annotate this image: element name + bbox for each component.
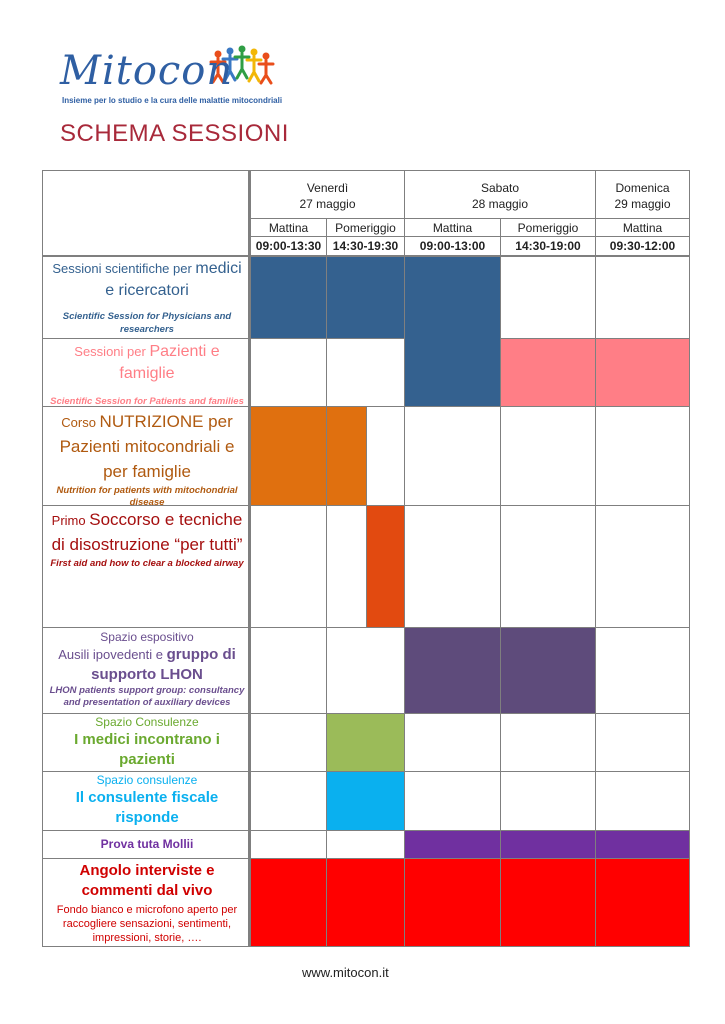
session-label-interviews: Angolo interviste e commenti dal vivo Fondo bianco e microfono aperto per raccogliere sensazioni, sentimenti, impressioni, storie, …. [56, 862, 238, 944]
slot-label: Mattina [432, 221, 473, 235]
day-header-sunday: Domenica 29 maggio [614, 181, 671, 211]
session-label-nutrition: Corso NUTRIZIONE per Pazienti mitocondriali e per famiglie Nutrition for patients with mitochondrial disease [56, 412, 238, 508]
block-nutrition-friday [251, 407, 366, 505]
slot-label: Mattina [622, 221, 663, 235]
block-mollii-saturday-sunday [405, 831, 689, 858]
page-title: SCHEMA SESSIONI [60, 120, 289, 147]
block-interviews-all-days [251, 859, 689, 946]
footer-url[interactable]: www.mitocon.it [302, 965, 389, 980]
slot-label: Pomeriggio [335, 221, 396, 235]
session-label-lhon: Spazio espositivo Ausili ipovedenti e gruppo di supporto LHON LHON patients support group: consultancy and presentation of auxiliary devices [49, 630, 245, 708]
block-doctors-meet-friday [327, 714, 405, 772]
slot-time: 14:30-19:00 [515, 239, 581, 253]
block-tax-consultant-friday [327, 772, 405, 830]
slot-time: 14:30-19:30 [332, 239, 399, 253]
session-label-first-aid: Primo Soccorso e tecniche di disostruzione “per tutti” First aid and how to clear a blocked airway [50, 510, 244, 569]
day-header-saturday: Sabato 28 maggio [471, 181, 529, 211]
session-label-tax-consultant: Spazio consulenze Il consulente fiscale risponde [75, 773, 219, 826]
block-scientific-saturday [405, 256, 500, 406]
slot-label: Pomeriggio [517, 221, 579, 235]
session-label-mollii: Prova tuta Mollii [100, 837, 194, 851]
logo-wordmark: Mitocon [60, 48, 234, 94]
slot-time: 09:00-13:30 [255, 239, 322, 253]
session-label-scientific: Sessioni scientifiche per medici e ricercatori Scientific Session for Physicians and researchers [52, 260, 242, 335]
block-scientific-friday [251, 256, 405, 338]
session-label-doctors-meet: Spazio Consulenze I medici incontrano i pazienti [74, 715, 220, 768]
slot-label: Mattina [268, 221, 309, 235]
logo-tagline: Insieme per lo studio e la cura delle malattie mitocondriali [62, 96, 283, 105]
slot-time: 09:30-12:00 [609, 239, 676, 253]
day-header-friday: Venerdì 27 maggio [299, 181, 356, 211]
slot-time: 09:00-13:00 [419, 239, 486, 253]
block-first-aid-friday [367, 506, 405, 627]
session-label-patients: Sessioni per Pazienti e famiglie Scientific Session for Patients and families [50, 343, 244, 407]
